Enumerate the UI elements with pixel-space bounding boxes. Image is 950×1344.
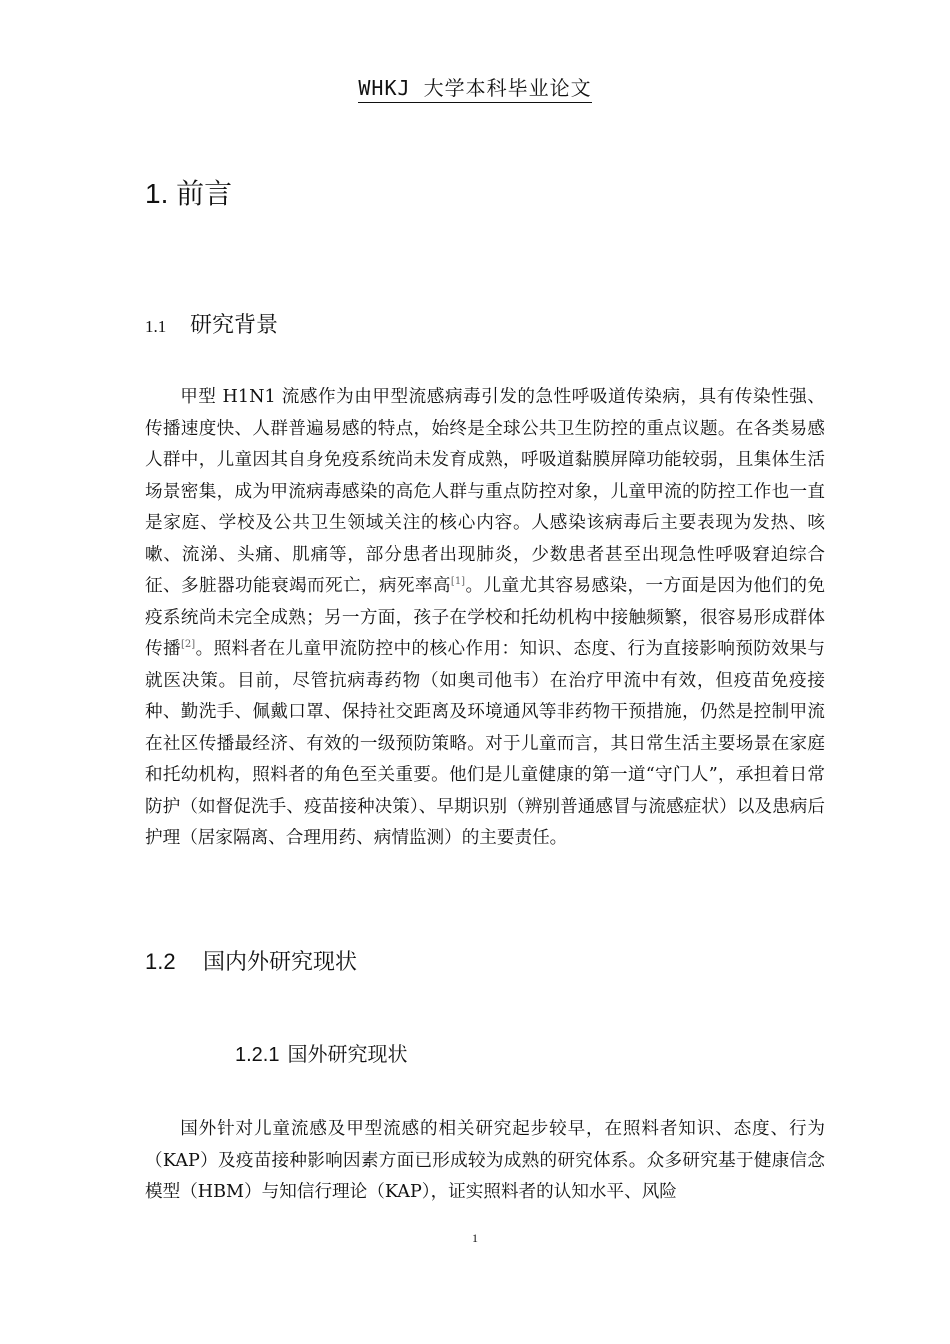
subsection-heading-1-2-1 xyxy=(235,1038,407,1067)
running-header xyxy=(0,72,950,101)
paragraph-text: 甲型 H1N1 流感作为由甲型流感病毒引发的急性呼吸道传染病，具有传染性强、传播速度快、人群普遍易感的特点，始终是全球公共卫生防控的重点议题。在各类易感人群中，儿童因其自身免疫系统尚未发育成熟，呼吸道黏膜屏障功能较弱，且集体生活场景密集，成为甲流病毒感染的高危人群与重点防控对象，儿童甲流的防控工作也一直是家庭、学校及公共卫生领域关注的核心内容。人感染该病毒后主要表现为发热、咳嗽、流涕、头痛、肌痛等，部分患者出现肺炎，少数患者甚至出现急性呼吸窘迫综合征、多脏器功能衰竭而死亡，病死率高 xyxy=(145,387,825,596)
body-paragraph-background xyxy=(145,382,825,855)
subsection-title: 国外研究现状 xyxy=(287,1044,408,1066)
chapter-title: 前言 xyxy=(176,178,233,209)
paragraph-text: 。照料者在儿童甲流防控中的核心作用：知识、态度、行为直接影响预防效果与就医决策。目前，尽管抗病毒药物（如奥司他韦）在治疗甲流中有效，但疫苗免疫接种、勤洗手、佩戴口罩、保持社交距离及环境通风等非药物干预措施，仍然是控制甲流在社区传播最经济、有效的一级预防策略。对于儿童而言，其日常生活主要场景在家庭和托幼机构，照料者的角色至关重要。他们是儿童健康的第一道“守门人”，承担着日常防护（如督促洗手、疫苗接种决策）、早期识别（辨别普通感冒与流感症状）以及患病后护理（居家隔离、合理用药、病情监测）的主要责任。 xyxy=(145,639,825,848)
page-number: 1 xyxy=(472,1231,478,1245)
section-heading-1-1 xyxy=(145,308,278,339)
citation-ref-2: [2] xyxy=(181,639,196,650)
header-title: WHKJ 大学本科毕业论文 xyxy=(358,76,591,103)
section-title: 国内外研究现状 xyxy=(203,949,358,974)
chapter-number: 1. xyxy=(145,178,169,209)
body-paragraph-foreign-research xyxy=(145,1114,825,1209)
paragraph-text: 。儿童尤其容易感染，一方面是因为他们的免疫系统尚未完全成熟；另一方面，孩子在学校和托幼机构中接触频繁，很容易形成群体传播 xyxy=(145,576,825,659)
section-title: 研究背景 xyxy=(190,312,279,337)
paragraph-text: 国外针对儿童流感及甲型流感的相关研究起步较早，在照料者知识、态度、行为（KAP）及疫苗接种影响因素方面已形成较为成熟的研究体系。众多研究基于健康信念模型（HBM）与知信行理论（KAP），证实照料者的认知水平、风险 xyxy=(145,1119,825,1202)
chapter-heading xyxy=(145,172,232,212)
section-number: 1.1 xyxy=(145,317,167,336)
subsection-number: 1.2.1 xyxy=(235,1044,280,1066)
section-heading-1-2 xyxy=(145,945,357,976)
section-number: 1.2 xyxy=(145,949,176,974)
citation-ref-1: [1] xyxy=(450,576,466,587)
